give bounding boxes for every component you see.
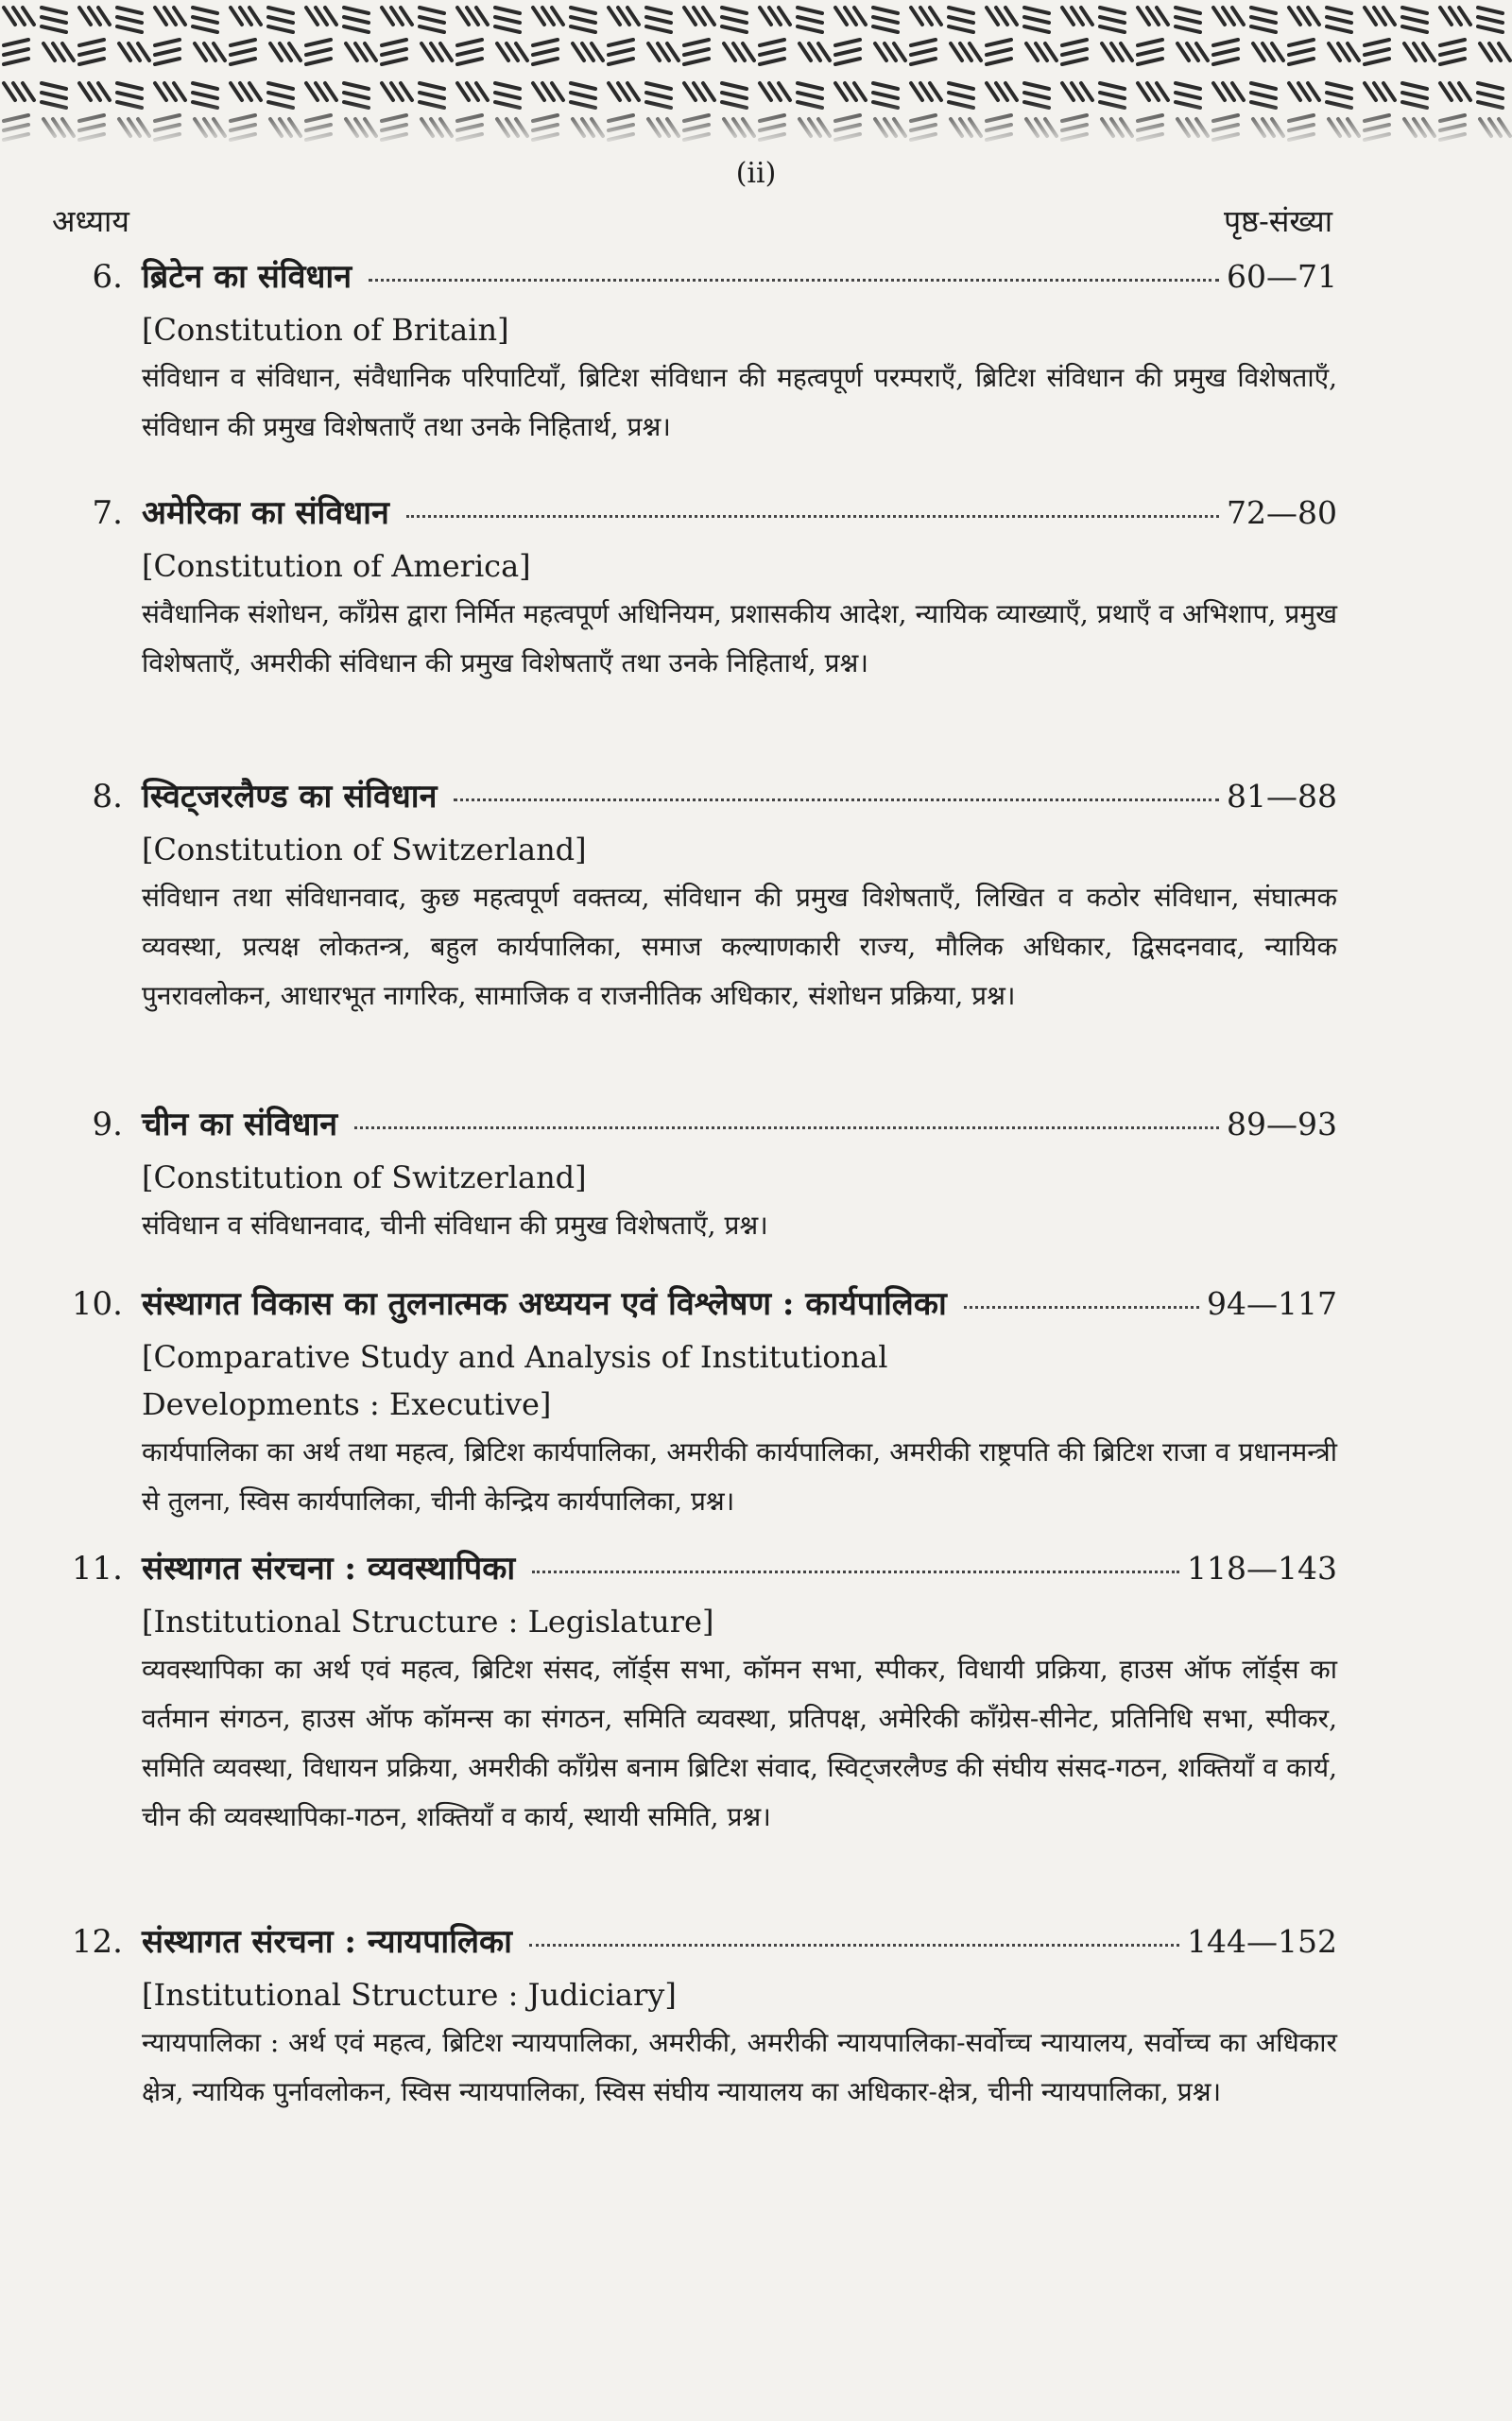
entry-number: 7. [92,494,123,532]
entry-pages: 118—143 [1187,1550,1337,1587]
entry-description: व्यवस्थापिका का अर्थ एवं महत्व, ब्रिटिश संसद, लॉर्ड्स सभा, कॉमन सभा, स्पीकर, विधायी प्रक्रिया, हाउस ऑफ लॉर्ड्स का वर्तमान संगठन, हाउस ऑफ कॉमन्स का संगठन, समिति व्यवस्था, प्रतिपक्ष, अमेरिकी काँग्रेस-सीनेट, प्रतिनिधि सभा, स्पीकर, समिति व्यवस्था, विधायन प्रक्रिया, अमरीकी काँग्रेस बनाम ब्रिटिश संवाद, स्विट्जरलैण्ड की संघीय संसद-गठन, शक्तियाँ व कार्य, चीन की व्यवस्थापिका-गठन, शक्तियाँ व कार्य, स्थायी समिति, प्रश्न। [142,1654,1337,1832]
toc-entry-10 [66,1280,1337,1526]
dot-leader [406,515,1219,518]
entry-title: स्विट्जरलैण्ड का संविधान [142,778,438,816]
entry-title: संस्थागत संरचना : व्यवस्थापिका [142,1550,516,1588]
dot-leader [964,1306,1199,1309]
entry-pages: 144—152 [1187,1923,1337,1960]
entry-title: अमेरिका का संविधान [142,494,389,532]
dot-leader [454,798,1219,801]
entry-pages: 81—88 [1227,778,1337,815]
column-header-chapter: अध्याय [52,203,129,239]
toc-entry-7 [66,489,1337,688]
entry-description: संविधान व संविधानवाद, चीनी संविधान की प्रमुख विशेषताएँ, प्रश्न। [142,1210,768,1241]
entry-number: 6. [92,258,123,296]
entry-title: ब्रिटेन का संविधान [142,258,352,296]
entry-description: संविधान व संविधान, संवैधानिक परिपाटियाँ, ब्रिटिश संविधान की महत्वपूर्ण परम्पराएँ, ब्रिटिश संविधान की प्रमुख विशेषताएँ, संविधान की प्रमुख विशेषताएँ तथा उनके निहितार्थ, प्रश्न। [142,362,1337,442]
toc-entry-8 [66,773,1337,1021]
toc-entry-6 [66,253,1337,452]
entry-number: 9. [92,1106,123,1143]
toc-entry-11 [66,1545,1337,1842]
entry-english-title: [Comparative Study and Analysis of Institutional Developments : Executive] [142,1339,888,1422]
dot-leader [369,279,1219,282]
entry-english-title: [Constitution of Britain] [142,312,509,348]
entry-number: 12. [71,1923,123,1961]
entry-description: कार्यपालिका का अर्थ तथा महत्व, ब्रिटिश कार्यपालिका, अमरीकी कार्यपालिका, अमरीकी राष्ट्रपति की ब्रिटिश राजा व प्रधानमन्त्री से तुलना, स्विस कार्यपालिका, चीनी केन्द्रिय कार्यपालिका, प्रश्न। [142,1436,1337,1517]
page-number: (ii) [735,157,777,190]
entry-english-title: [Constitution of Switzerland] [142,832,587,867]
entry-description: संवैधानिक संशोधन, काँग्रेस द्वारा निर्मित महत्वपूर्ण अधिनियम, प्रशासकीय आदेश, न्यायिक व्याख्याएँ, प्रथाएँ व अभिशाप, प्रमुख विशेषताएँ, अमरीकी संविधान की प्रमुख विशेषताएँ तथा उनके निहितार्थ, प्रश्न। [142,598,1337,678]
entry-number: 11. [71,1550,123,1588]
entry-number: 8. [92,778,123,816]
column-header-page-number: पृष्ठ-संख्या [1223,203,1332,239]
entry-description: संविधान तथा संविधानवाद, कुछ महत्वपूर्ण वक्तव्य, संविधान की प्रमुख विशेषताएँ, लिखित व कठोर संविधान, संघात्मक व्यवस्था, प्रत्यक्ष लोकतन्त्र, बहुल कार्यपालिका, समाज कल्याणकारी राज्य, मौलिक अधिकार, द्विसदनवाद, न्यायिक पुनरावलोकन, आधारभूत नागरिक, सामाजिक व राजनीतिक अधिकार, संशोधन प्रक्रिया, प्रश्न। [142,882,1337,1011]
toc-entry-12 [66,1918,1337,2117]
entry-english-title: [Constitution of Switzerland] [142,1159,587,1195]
toc-entry-9 [66,1101,1337,1250]
entry-number: 10. [71,1285,123,1323]
entry-description: न्यायपालिका : अर्थ एवं महत्व, ब्रिटिश न्यायपालिका, अमरीकी, अमरीकी न्यायपालिका-सर्वोच्च न्यायालय, सर्वोच्च का अधिकार क्षेत्र, न्यायिक पुर्नावलोकन, स्विस न्यायपालिका, स्विस संघीय न्यायालय का अधिकार-क्षेत्र, चीनी न्यायपालिका, प्रश्न। [142,2027,1337,2107]
dot-leader [354,1126,1219,1129]
entry-pages: 94—117 [1207,1285,1337,1322]
entry-title: संस्थागत संरचना : न्यायपालिका [142,1923,512,1961]
dot-leader [532,1571,1179,1573]
entry-title: चीन का संविधान [142,1106,338,1143]
entry-english-title: [Constitution of America] [142,548,531,584]
entry-english-title: [Institutional Structure : Legislature] [142,1604,714,1640]
dot-leader [529,1944,1179,1947]
entry-pages: 60—71 [1227,258,1337,295]
decorative-pattern-band [0,0,1512,146]
entry-english-title: [Institutional Structure : Judiciary] [142,1977,677,2013]
entry-pages: 72—80 [1227,494,1337,531]
entry-title: संस्थागत विकास का तुलनात्मक अध्ययन एवं विश्लेषण : कार्यपालिका [142,1285,947,1323]
entry-pages: 89—93 [1227,1106,1337,1142]
